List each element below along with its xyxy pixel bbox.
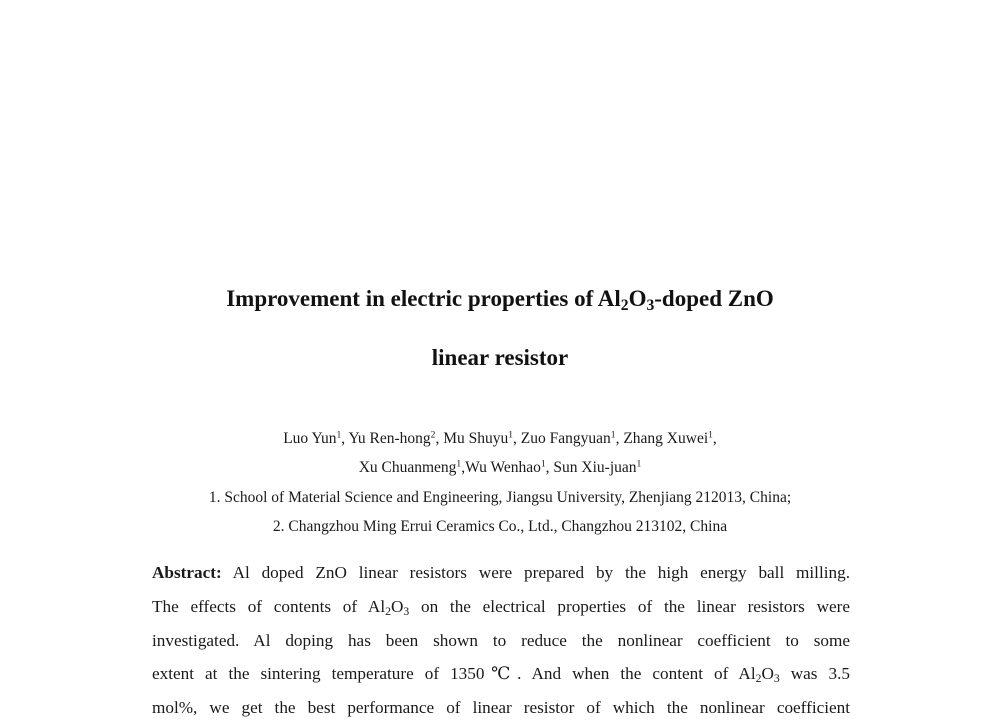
paper-title-line-2: linear resistor: [431, 345, 569, 370]
author: Sun Xiu-juan$^1$: [553, 458, 642, 476]
author: Xu Chuanmeng$^1$,: [358, 458, 466, 476]
title-text: -doped ZnO: [654, 286, 774, 311]
author: Mu Shuyu$^1$,: [443, 429, 521, 447]
abstract: [152, 556, 850, 725]
author: Zuo Fangyuan$^1$,: [520, 429, 624, 447]
affiliation-2: 2. Changzhou Ming Errui Ceramics Co., Ltd., Changzhou 213102, China: [272, 518, 728, 535]
abstract-line: investigated. Al doping has been shown to reduce the nonlinear coefficient to some: [152, 630, 850, 650]
abstract-line: extent at the sintering temperature of 1350℃. And when the content of $Al_2O_3$ was 3.5: [152, 664, 850, 686]
title-subscript: 3: [646, 296, 655, 314]
title-text: O: [628, 286, 647, 311]
author-line-2: [0, 459, 1000, 477]
title-text: Improvement in electric properties of Al: [226, 286, 621, 311]
paper-title-line-1: [0, 286, 1000, 312]
affiliation-1: 1. School of Material Science and Engineering, Jiangsu University, Zhenjiang 212013, China;: [208, 489, 792, 506]
author: Yu Ren-hong$^2$,: [348, 429, 444, 447]
abstract-line: mol%, we get the best performance of linear resistor of which the nonlinear coefficient: [152, 698, 850, 718]
author: Luo Yun$^1$,: [283, 429, 349, 447]
author: Wu Wenhao$^1$,: [465, 458, 554, 476]
abstract-line: Abstract: Al doped ZnO linear resistors were prepared by the high energy ball milling.: [152, 563, 850, 582]
title-subscript: 2: [620, 296, 629, 314]
author: Zhang Xuwei$^1$,: [623, 429, 717, 447]
abstract-label: Abstract:: [152, 563, 222, 582]
author-line-1: [0, 430, 1000, 448]
abstract-line: The effects of contents of $Al_2O_3$ on the electrical properties of the linear resistors were: [152, 596, 851, 618]
